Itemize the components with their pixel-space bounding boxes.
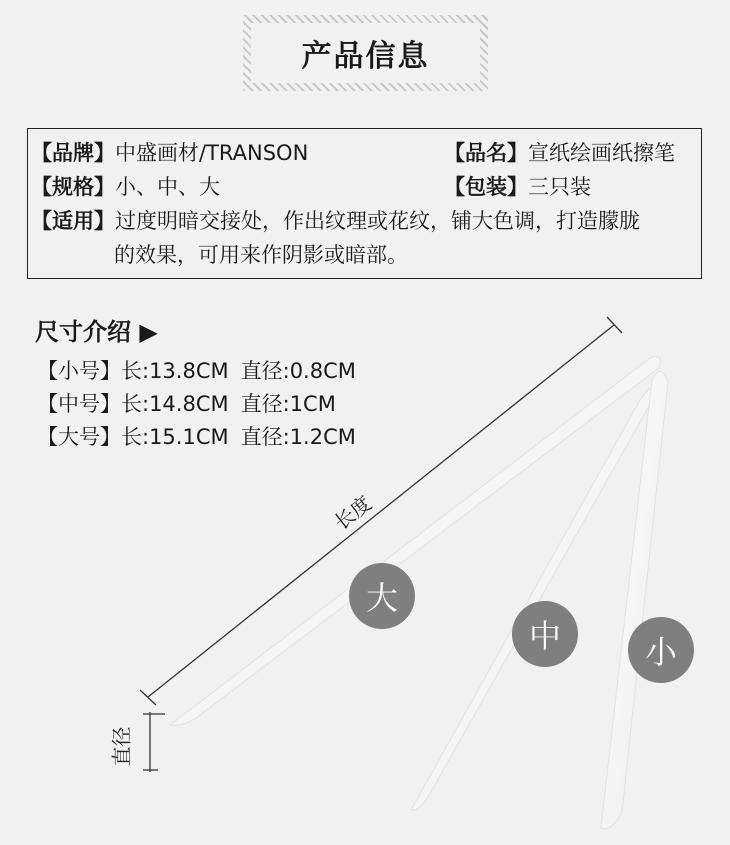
large-stump — [170, 356, 660, 725]
size-diameter: 直径:0.8CM — [240, 359, 356, 383]
pack-value: 三只装 — [528, 175, 591, 199]
size-label: 【小号】 — [37, 359, 121, 383]
use-key: 【适用】 — [31, 209, 115, 233]
small-size-badge: 小 — [628, 617, 694, 683]
size-heading: 尺寸介绍 ▶ — [35, 318, 158, 346]
size-diameter: 直径:1.2CM — [240, 425, 356, 449]
size-diameter: 直径:1CM — [240, 392, 336, 416]
spec-key: 【规格】 — [31, 175, 115, 199]
brand-key: 【品牌】 — [31, 141, 115, 165]
use-line-2: 的效果，可用来作阴影或暗部。 — [114, 243, 408, 267]
size-label: 【中号】 — [37, 392, 121, 416]
diameter-dimension-line — [143, 712, 165, 772]
spec-value: 小、中、大 — [115, 175, 220, 199]
size-label: 【大号】 — [37, 425, 121, 449]
use-line-1: 过度明暗交接处，作出纹理或花纹，铺大色调，打造朦胧 — [115, 209, 640, 233]
pack-key: 【包装】 — [444, 175, 528, 199]
size-length: 长:14.8CM — [121, 392, 229, 416]
length-label: 长度 — [329, 490, 377, 535]
small-stump — [601, 371, 668, 828]
size-length: 长:15.1CM — [121, 425, 229, 449]
brand-value: 中盛画材/TRANSON — [115, 141, 309, 165]
name-value: 宣纸绘画纸擦笔 — [528, 141, 675, 165]
name-key: 【品名】 — [444, 141, 528, 165]
medium-size-badge: 中 — [512, 601, 578, 667]
large-size-badge: 大 — [349, 563, 415, 629]
page-title: 产品信息 — [251, 23, 480, 83]
size-length: 长:13.8CM — [121, 359, 229, 383]
diameter-label: 直径 — [109, 726, 134, 767]
